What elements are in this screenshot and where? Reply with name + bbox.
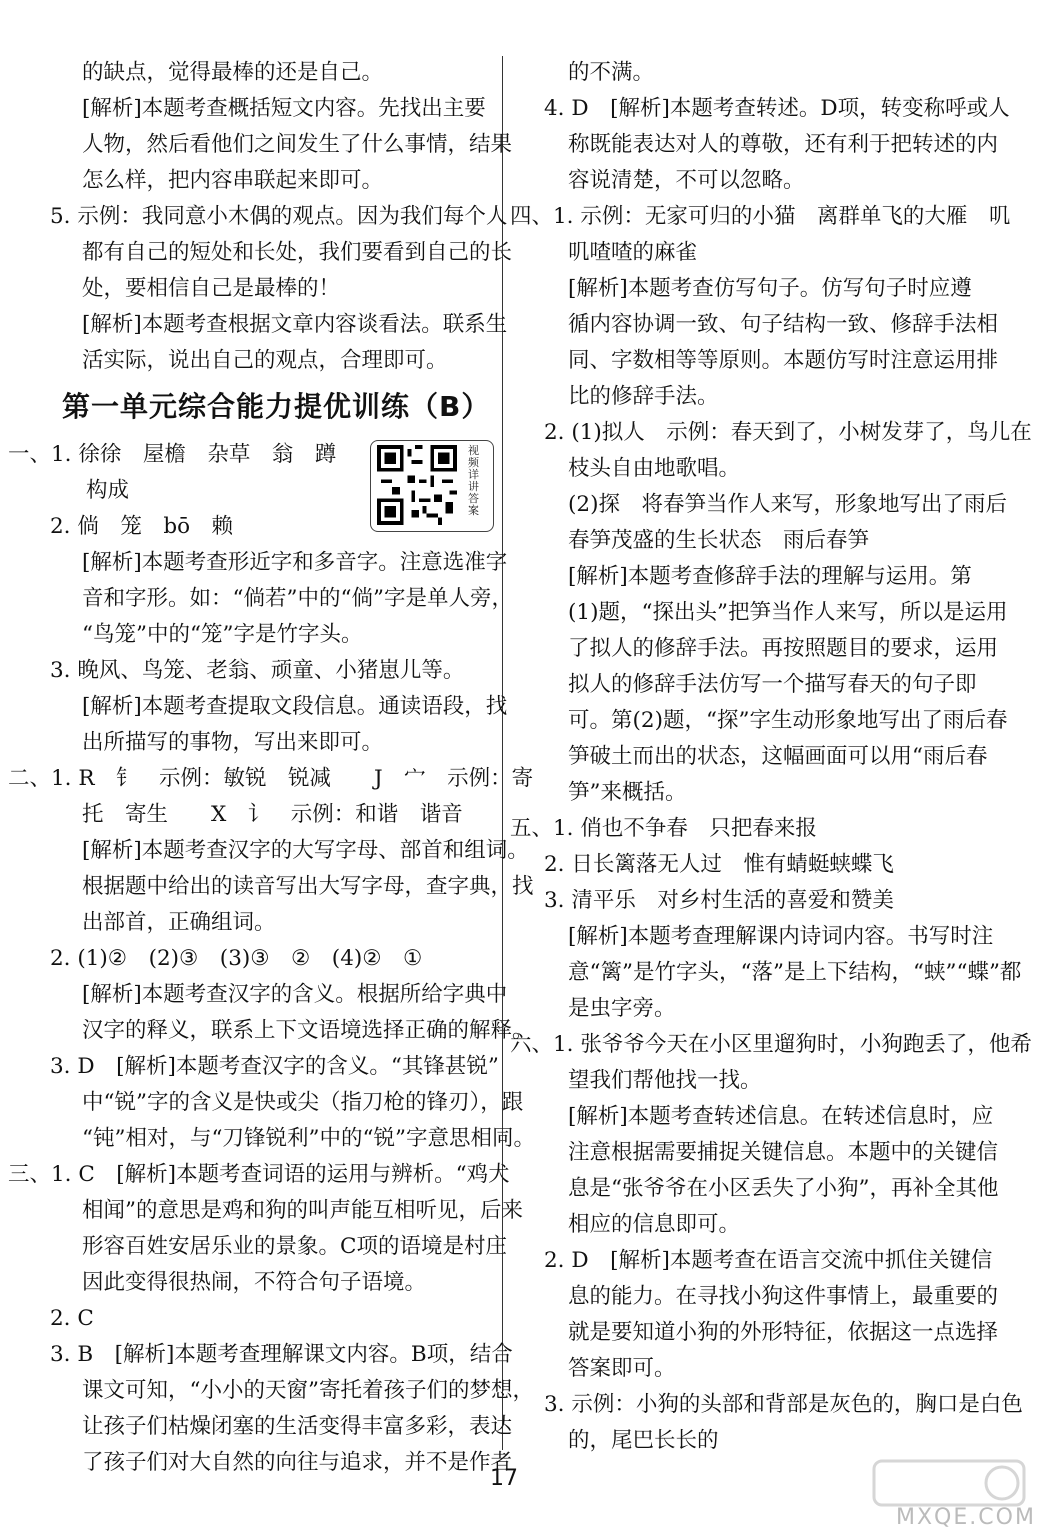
text-line: 2. (1)② (2)③ (3)③ ② (4)② ① (50, 946, 423, 971)
text-line: (1)题，“探出头”把笋当作人来写，所以是运用 (568, 600, 1008, 625)
page-number: 17 (490, 1466, 518, 1491)
text-line: 让孩子们枯燥闭塞的生活变得丰富多彩，表达 (82, 1414, 513, 1439)
text-line: 构成 (86, 478, 130, 503)
text-line: 2. D [解析]本题考查在语言交流中抓住关键信 (544, 1248, 993, 1273)
text-line: 六、1. 张爷爷今天在小区里遛狗时，小狗跑丢了，他希 (510, 1032, 1032, 1057)
text-line: 相应的信息即可。 (568, 1212, 741, 1237)
text-line: 注意根据需要捕捉关键信息。本题中的关键信 (568, 1140, 999, 1165)
section-title: 第一单元综合能力提优训练（B） (62, 390, 491, 423)
text-line: 答案即可。 (568, 1356, 676, 1381)
text-line: “钝”相对，与“刀锋锐利”中的“锐”字意思相同。 (82, 1126, 535, 1151)
text-line: 2. 日长篱落无人过 惟有蜻蜓蛱蝶飞 (544, 852, 894, 877)
text-line: 循内容协调一致、句子结构一致、修辞手法相 (568, 312, 999, 337)
text-line: [解析]本题考查提取文段信息。通读语段，找 (82, 694, 508, 719)
text-line: 5. 示例：我同意小木偶的观点。因为我们每个人 (50, 204, 508, 229)
text-line: 相闻”的意思是鸡和狗的叫声能互相听见，后来 (82, 1198, 523, 1223)
text-line: “鸟笼”中的“笼”字是竹字头。 (82, 622, 363, 647)
text-line: 五、1. 俏也不争春 只把春来报 (510, 816, 817, 841)
text-line: 3. 清平乐 对乡村生活的喜爱和赞美 (544, 888, 894, 913)
text-line: 3. B [解析]本题考查理解课文内容。B项，结合 (50, 1342, 513, 1367)
text-line: 息是“张爷爷在小区丢失了小狗”，再补全其他 (568, 1176, 999, 1201)
text-line: 笋破土而出的状态，这幅画面可以用“雨后春 (568, 744, 988, 769)
text-line: [解析]本题考查概括短文内容。先找出主要 (82, 96, 486, 121)
qr-code-icon (377, 445, 457, 525)
text-line: 都有自己的短处和长处，我们要看到自己的长 (82, 240, 513, 265)
text-line: 望我们帮他找一找。 (568, 1068, 762, 1093)
text-line: 息的能力。在寻找小狗这件事情上，最重要的 (568, 1284, 999, 1309)
text-line: 二、1. R 钅 示例：敏锐 锐减 J 宀 示例：寄 (8, 766, 534, 791)
qr-code-box[interactable] (370, 440, 494, 532)
text-line: [解析]本题考查形近字和多音字。注意选准字 (82, 550, 508, 575)
text-line: 中“锐”字的含义是快或尖（指刀枪的锋刃），跟 (82, 1090, 524, 1115)
text-line: 的缺点，觉得最棒的还是自己。 (82, 60, 384, 85)
qr-caption: 视频详讲答案 (468, 444, 479, 517)
text-line: [解析]本题考查根据文章内容谈看法。联系生 (82, 312, 508, 337)
text-line: 枝头自由地歌唱。 (568, 456, 741, 481)
text-line: 春笋茂盛的生长状态 雨后春笋 (568, 528, 870, 553)
text-line: 3. D [解析]本题考查汉字的含义。“其锋甚锐” (50, 1054, 499, 1079)
text-line: 拟人的修辞手法仿写一个描写春天的句子即 (568, 672, 977, 697)
text-line: 根据题中给出的读音写出大写字母，查字典，找 (82, 874, 534, 899)
watermark-text: MXQE.COM (896, 1505, 1036, 1530)
text-line: 3. 示例：小狗的头部和背部是灰色的，胸口是白色 (544, 1392, 1023, 1417)
text-line: [解析]本题考查转述信息。在转述信息时，应 (568, 1104, 994, 1129)
text-line: 活实际，说出自己的观点，合理即可。 (82, 348, 448, 373)
text-line: 四、1. 示例：无家可归的小猫 离群单飞的大雁 叽 (510, 204, 1011, 229)
text-line: 3. 晚风、鸟笼、老翁、顽童、小猪崽儿等。 (50, 658, 465, 683)
text-line: [解析]本题考查修辞手法的理解与运用。第 (568, 564, 972, 589)
text-line: 一、1. 徐徐 屋檐 杂草 翁 蹲 (8, 442, 337, 467)
text-line: 出所描写的事物，写出来即可。 (82, 730, 384, 755)
text-line: 2. C (50, 1306, 94, 1331)
text-line: 的，尾巴长长的 (568, 1428, 719, 1453)
text-line: 形容百姓安居乐业的景象。C项的语境是村庄 (82, 1234, 507, 1259)
text-line: 因此变得很热闹，不符合句子语境。 (82, 1270, 427, 1295)
text-line: 汉字的释义，联系上下文语境选择正确的解释。 (82, 1018, 534, 1043)
text-line: 音和字形。如：“倘若”中的“倘”字是单人旁， (82, 586, 513, 611)
text-line: 就是要知道小狗的外形特征，依据这一点选择 (568, 1320, 999, 1345)
text-line: 三、1. C [解析]本题考查词语的运用与辨析。“鸡犬 (8, 1162, 510, 1187)
text-line: 托 寄生 X 讠 示例：和谐 谐音 (82, 802, 463, 827)
text-line: 笋”来概括。 (568, 780, 687, 805)
text-line: 2. 倘 笼 bō 赖 (50, 514, 234, 539)
text-line: 课文可知，“小小的天窗”寄托着孩子们的梦想， (82, 1378, 534, 1403)
text-line: 4. D [解析]本题考查转述。D项，转变称呼或人 (544, 96, 1010, 121)
text-line: 处，要相信自己是最棒的！ (82, 276, 341, 301)
text-line: 了拟人的修辞手法。再按照题目的要求，运用 (568, 636, 999, 661)
text-line: 是虫字旁。 (568, 996, 676, 1021)
text-line: 的不满。 (568, 60, 655, 85)
text-line: 比的修辞手法。 (568, 384, 719, 409)
text-line: [解析]本题考查仿写句子。仿写句子时应遵 (568, 276, 972, 301)
text-line: 可。第(2)题，“探”字生动形象地写出了雨后春 (568, 708, 1008, 733)
text-line: 称既能表达对人的尊敬，还有利于把转述的内 (568, 132, 999, 157)
text-line: (2)探 将春笋当作人来写，形象地写出了雨后 (568, 492, 1007, 517)
text-line: 了孩子们对大自然的向往与追求，并不是作者 (82, 1450, 513, 1475)
text-line: [解析]本题考查汉字的大写字母、部首和组词。 (82, 838, 529, 863)
text-line: [解析]本题考查汉字的含义。根据所给字典中 (82, 982, 508, 1007)
text-line: 怎么样，把内容串联起来即可。 (82, 168, 384, 193)
text-line: 人物，然后看他们之间发生了什么事情，结果 (82, 132, 513, 157)
text-line: 意“篱”是竹字头，“落”是上下结构，“蛱”“蝶”都 (568, 960, 1022, 985)
text-line: 叽喳喳的麻雀 (568, 240, 698, 265)
text-line: [解析]本题考查理解课内诗词内容。书写时注 (568, 924, 994, 949)
text-line: 容说清楚，不可以忽略。 (568, 168, 805, 193)
text-line: 同、字数相等等原则。本题仿写时注意运用排 (568, 348, 999, 373)
text-line: 出部首，正确组词。 (82, 910, 276, 935)
text-line: 2. (1)拟人 示例：春天到了，小树发芽了，鸟儿在 (544, 420, 1032, 445)
